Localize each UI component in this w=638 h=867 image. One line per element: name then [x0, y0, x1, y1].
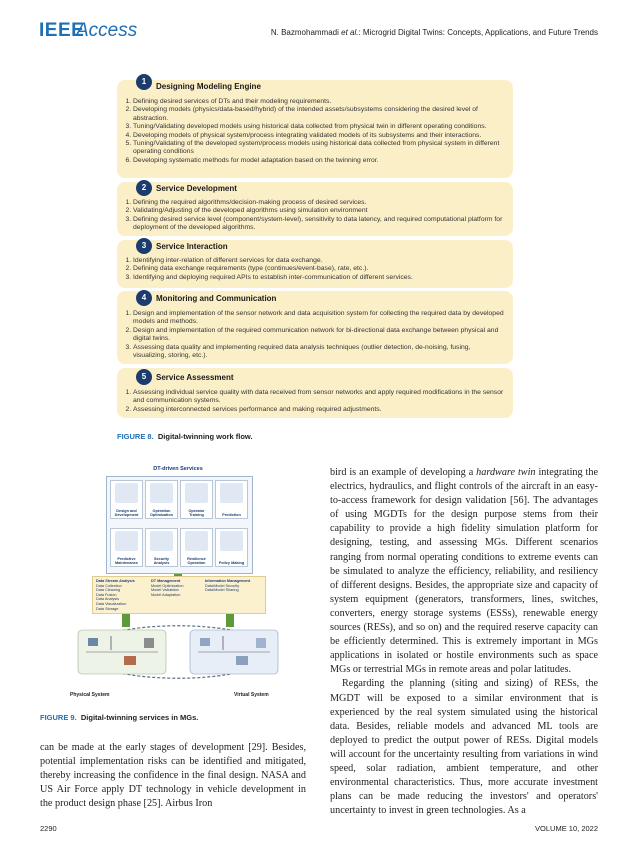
service-tile	[215, 480, 248, 519]
info-management-item: Data/Model Sharing	[205, 588, 239, 593]
journal-logo-ieee: IEEE	[39, 20, 85, 41]
house-icon	[236, 656, 248, 665]
data-stream-item: Data Collection	[96, 583, 122, 588]
step-number-badge: 2	[136, 180, 152, 196]
dt-management-item: Model Validation	[151, 588, 179, 593]
left-column-text	[40, 741, 306, 811]
data-stream-column	[96, 579, 135, 611]
paragraph: Regarding the planning (siting and sizing) of RESs, the MGDT will be exposed to a similar environment that is experienced by the real system simulated using the historical data. Besides, reliable models and advanced ML tools are deployed to predict the output power of RESs. Digital models will account for the uncertainty resulting from variations in wind speed, solar radiation, ambient temperature, and other environmental characteristics. Thus, more accurate investment plans can be made reducing the investors' and operators' uncertainty to invest in green technologies. As a	[330, 678, 598, 817]
right-column-text	[330, 466, 598, 818]
figure-caption-text: Digital-twinning work flow.	[157, 432, 253, 441]
paragraph: can be made at the early stages of development [29]. Besides, potential implementation risks can be identified and mitigated, thereby increasing the confidence in the final design. NASA and US Air Force apply DT technology in vehicle development in the product design phase [25]. Airbus Iron	[40, 742, 306, 810]
step-item: 2. Validating/Adjusting of the developed algorithms using simulation environment	[133, 207, 505, 215]
workflow-step-1	[117, 80, 513, 178]
paragraph	[330, 466, 598, 677]
data-stream-item: Data Fusion	[96, 592, 117, 597]
data-stream-item: Data Storage	[96, 606, 119, 611]
dt-management-column	[151, 579, 184, 597]
service-image	[220, 531, 243, 551]
running-etal: et al.	[341, 28, 359, 37]
data-stream-item: Data Visualization	[96, 601, 127, 606]
info-management-column	[205, 579, 250, 593]
service-tile	[110, 480, 143, 519]
step-title: Service Assessment	[156, 373, 234, 382]
service-label: Operator Training	[188, 508, 205, 517]
service-tile	[215, 528, 248, 567]
step-item: 1. Defining the required algorithms/decision-making process of desired services.	[133, 199, 505, 207]
building-icon	[256, 638, 266, 648]
service-label: Operation Optimization	[150, 508, 173, 517]
step-title: Service Development	[156, 184, 237, 193]
service-tile	[180, 528, 213, 567]
step-item: 1. Identifying inter-relation of different services for data exchange.	[133, 257, 505, 265]
data-stream-item: Data Analysis	[96, 597, 120, 602]
journal-logo-access: Access	[76, 20, 138, 41]
service-image	[185, 483, 208, 503]
info-management-item: Data/Model Security	[205, 583, 240, 588]
step-title: Designing Modeling Engine	[156, 82, 261, 91]
step-item: 1. Assessing individual service quality with data received from sensor networks and apply required modifications in the sensor and communication systems.	[133, 389, 505, 406]
service-image	[115, 483, 138, 503]
figure-label: FIGURE 8.	[117, 432, 154, 441]
service-label: Predictive Maintenance	[115, 556, 138, 565]
step-number-badge: 4	[136, 290, 152, 306]
solar-panel-icon	[88, 638, 98, 646]
figure-caption-text: Digital-twinning services in MGs.	[80, 713, 199, 722]
building-icon	[144, 638, 154, 648]
service-image	[115, 531, 138, 551]
step-title: Monitoring and Communication	[156, 294, 277, 303]
service-image	[150, 531, 173, 551]
service-tile	[110, 528, 143, 567]
step-item: 5. Tuning/Validating of the developed system/process models using historical data collected from physical system in different operating conditions	[133, 140, 505, 157]
running-title: : Microgrid Digital Twins: Concepts, Applications, and Future Trends	[358, 28, 598, 37]
volume-label: VOLUME 10, 2022	[535, 824, 598, 833]
service-image	[185, 531, 208, 551]
services-panel-title: DT-driven Services	[153, 466, 203, 472]
service-tile	[180, 480, 213, 519]
step-item: 1. Defining desired services of DTs and their modeling requirements.	[133, 98, 505, 106]
text-run: bird is an example of developing a	[330, 467, 477, 478]
data-stream-title: Data Stream Analysis	[96, 579, 135, 583]
step-item: 2. Design and implementation of the required communication network for bi-directional data exchange between physical and digital twins.	[133, 327, 505, 344]
services-panel	[106, 476, 253, 574]
step-item: 3. Identifying and deploying required APIs to establish inter-communication of different services.	[133, 274, 505, 282]
text-run: integrating the electrics, hydraulics, and flight controls of the aircraft in an easy-to-access framework for design validation [56]. The advantages of using MGDTs for the design purpose stems from their capability to provide a high fidelity simulation platform for designing, testing, and assessing MGs. Different scenarios ranging from normal operating conditions to extreme events can be simulated to analyze the efficiency, reliability, and resiliency of different designs. Besides, the appropriate size and capacity of system equipment (generators, transformers, lines, switches, converters, energy storage systems (ESSs), renewable energy sources (RESs), and so on) and the required reserve capacity can be efficiently determined. This is extremely important in MGs applications in isolated or hostile environments such as space MGs or terrestrial MGs in remote areas and polar latitudes.	[330, 467, 598, 676]
service-image	[220, 483, 243, 503]
physical-system-label: Physical System	[70, 692, 110, 698]
figure-9-caption	[40, 713, 198, 722]
dt-management-item: Model Optimization	[151, 583, 184, 588]
service-label: Policy Making	[218, 560, 245, 565]
step-item: 2. Developing models (physics/data-based/hybrid) of the intended assets/subsystems considering the desired level of abstraction.	[133, 106, 505, 123]
step-number-badge: 1	[136, 74, 152, 90]
figure-8-caption	[117, 432, 253, 441]
dt-management-title: DT Management	[151, 579, 181, 583]
dt-management-item: Model Adaptation	[151, 592, 181, 597]
twinning-cycle-illustration	[66, 612, 290, 690]
running-header	[271, 28, 598, 37]
running-authors: N. Bazmohammadi	[270, 28, 342, 37]
emphasis-text: hardware twin	[476, 467, 536, 478]
step-item: 3. Assessing data quality and implementing required data analysis techniques (outlier detection, de-noising, fusing, visualizing, storing, etc.).	[133, 344, 505, 361]
figure-label: FIGURE 9.	[40, 713, 77, 722]
step-title: Service Interaction	[156, 242, 228, 251]
service-label: Security Analysis	[153, 556, 170, 565]
service-tile	[145, 528, 178, 567]
info-management-title: Information Management	[205, 579, 251, 583]
service-tile	[145, 480, 178, 519]
step-item: 2. Defining data exchange requirements (type (continues/event-base), rate, etc.).	[133, 265, 505, 273]
step-item: 6. Developing systematic methods for model adaptation based on the twinning error.	[133, 157, 505, 165]
management-band	[92, 576, 266, 614]
step-item: 1. Design and implementation of the sensor network and data acquisition system for collecting the required data by developed models and methods.	[133, 310, 505, 327]
service-label: Design and Development	[114, 508, 139, 517]
step-item: 3. Defining desired service level (component/system-level), sensitivity to data latency, and required computational platform for deployment of the developed algorithms.	[133, 216, 505, 233]
step-item: 2. Assessing interconnected services performance and making required adjustments.	[133, 406, 505, 414]
service-image	[150, 483, 173, 503]
step-number-badge: 3	[136, 238, 152, 254]
solar-panel-icon	[200, 638, 210, 646]
service-label: Resilience Operation	[187, 556, 206, 565]
step-number-badge: 5	[136, 369, 152, 385]
page-number: 2290	[40, 824, 57, 833]
house-icon	[124, 656, 136, 665]
service-label: Prediction	[222, 512, 241, 517]
figure-9-diagram	[58, 462, 298, 702]
step-item: 4. Developing models of physical system/process integrating validated models of its subsystems and their interactions.	[133, 132, 505, 140]
virtual-system-label: Virtual System	[234, 692, 269, 698]
data-stream-item: Data Cleaning	[96, 588, 121, 593]
step-item: 3. Tuning/Validating developed models using historical data collected from physical twin in different operating conditions.	[133, 123, 505, 131]
